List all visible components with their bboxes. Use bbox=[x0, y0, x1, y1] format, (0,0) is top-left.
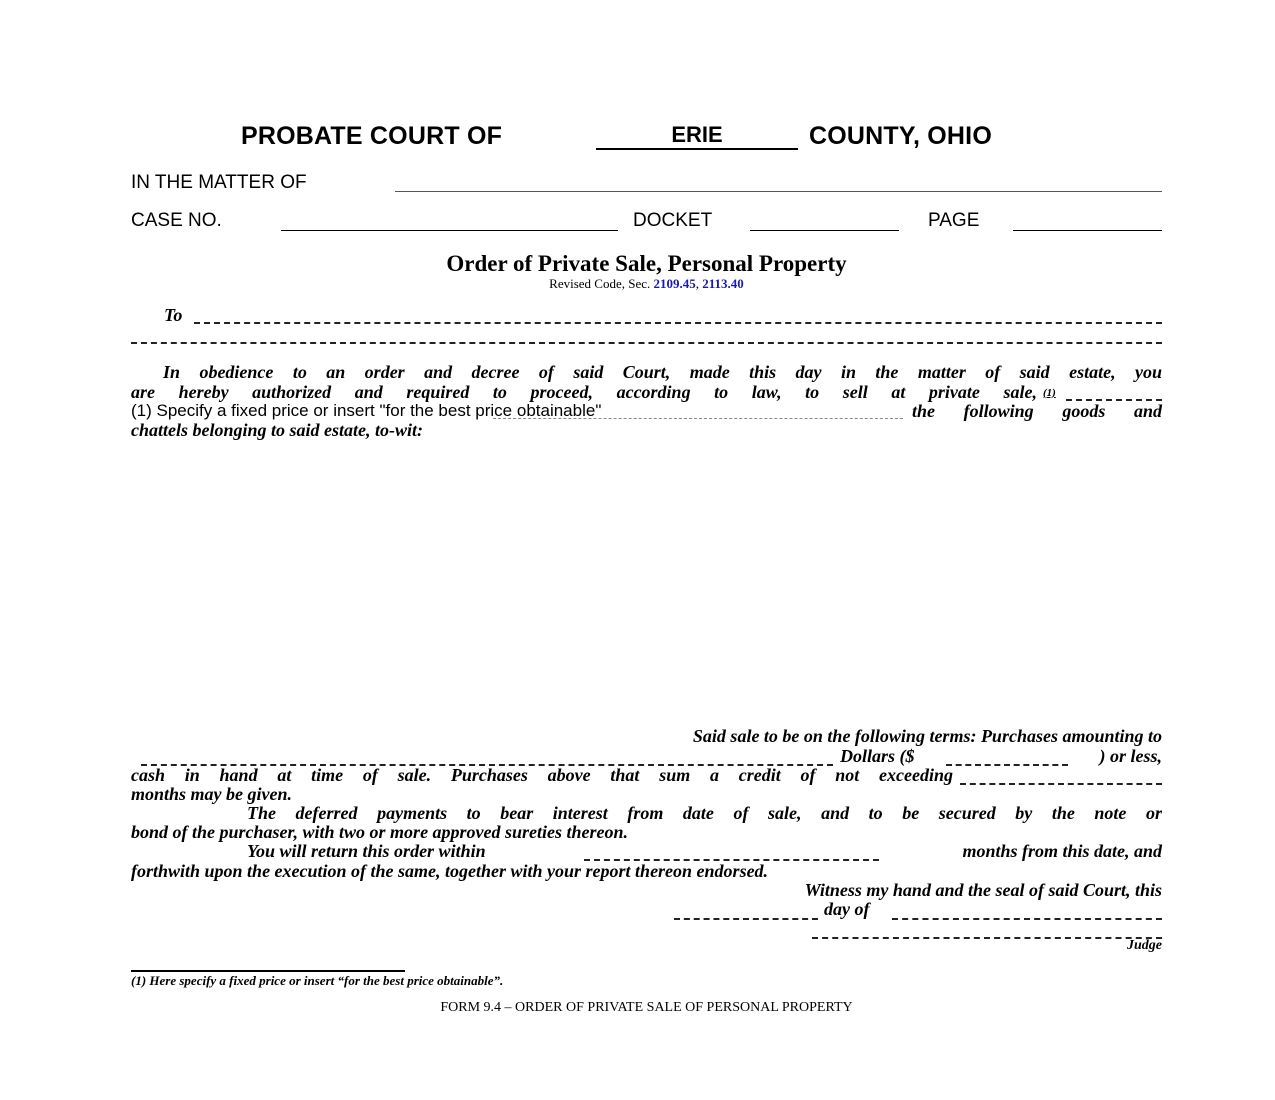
body-para1-line1: In obedience to an order and decree of said Court, made this day in the matter of said estate, you bbox=[163, 362, 1162, 382]
section-link-2113-40[interactable]: 2113.40 bbox=[702, 276, 744, 291]
terms-line4: months may be given. bbox=[131, 784, 292, 804]
section-link-2109-45[interactable]: 2109.45 bbox=[653, 276, 696, 291]
return-prefix: You will return this order within bbox=[247, 841, 486, 861]
matter-underline bbox=[395, 191, 1162, 192]
deferred-line1: The deferred payments to bear interest from date of sale, and to be secured by the note or bbox=[247, 803, 1162, 823]
price-field-hint[interactable]: (1) Specify a fixed price or insert "for the best price obtainable" bbox=[131, 401, 602, 420]
docket-label: DOCKET bbox=[633, 210, 713, 231]
body-para1-line2: are hereby authorized and required to proceed, according to law, to sell at private sale, bbox=[131, 382, 1037, 402]
return-line2: forthwith upon the execution of the same, together with your report thereon endorsed. bbox=[131, 861, 769, 881]
footnote-text: (1) Here specify a fixed price or insert “for the best price obtainable”. bbox=[131, 973, 504, 988]
case-field[interactable] bbox=[281, 208, 618, 230]
footnote-ref-1: (1) bbox=[1043, 387, 1056, 399]
deferred-line2: bond of the purchaser, with two or more approved sureties thereon. bbox=[131, 822, 629, 842]
credit-months-field[interactable] bbox=[960, 783, 1162, 785]
day-field[interactable] bbox=[674, 918, 818, 920]
body-para1-line3-tail: the following goods and bbox=[912, 401, 1162, 421]
revised-code-prefix: Revised Code, Sec. bbox=[549, 276, 651, 291]
terms-line3: cash in hand at time of sale. Purchases above that sum a credit of not exceeding bbox=[131, 765, 953, 785]
docket-field[interactable] bbox=[750, 208, 899, 230]
page-field[interactable] bbox=[1013, 208, 1162, 230]
to-field-dashes bbox=[194, 322, 1162, 324]
case-label: CASE NO. bbox=[131, 210, 222, 231]
docket-underline bbox=[750, 230, 899, 231]
footnote-rule bbox=[131, 970, 405, 972]
terms-line1: Said sale to be on the following terms: Purchases amounting to bbox=[692, 726, 1162, 746]
form-footer-id: FORM 9.4 – ORDER OF PRIVATE SALE OF PERSONAL PROPERTY bbox=[440, 1000, 853, 1015]
amount-dollars-field[interactable] bbox=[946, 764, 1068, 766]
month-year-field[interactable] bbox=[892, 918, 1162, 920]
dollars-label: Dollars ($ bbox=[840, 746, 915, 766]
judge-signature-line[interactable] bbox=[812, 937, 1162, 939]
page-underline bbox=[1013, 230, 1162, 231]
return-suffix: months from this date, and bbox=[962, 841, 1162, 861]
day-of-label: day of bbox=[824, 899, 870, 919]
page-label: PAGE bbox=[928, 210, 980, 231]
judge-label: Judge bbox=[1127, 938, 1162, 953]
witness-line: Witness my hand and the seal of said Court, this bbox=[804, 880, 1162, 900]
goods-list-area[interactable] bbox=[131, 446, 1162, 722]
dollars-close: ) or less, bbox=[1099, 746, 1162, 766]
to-field-dashes-line2 bbox=[131, 342, 1162, 344]
price-field-hint-dashes bbox=[493, 418, 903, 419]
section-separator: , bbox=[695, 276, 700, 291]
court-suffix: COUNTY, OHIO bbox=[809, 122, 992, 150]
matter-field[interactable] bbox=[395, 170, 1162, 192]
matter-label: IN THE MATTER OF bbox=[131, 172, 307, 193]
revised-code bbox=[0, 276, 1275, 292]
case-underline bbox=[281, 230, 618, 231]
court-prefix: PROBATE COURT OF bbox=[241, 122, 503, 150]
to-label: To bbox=[164, 305, 183, 325]
county-field[interactable]: ERIE bbox=[671, 122, 723, 147]
county-underline bbox=[596, 148, 798, 150]
to-field[interactable] bbox=[194, 303, 1162, 323]
body-para1-line4: chattels belonging to said estate, to-wit: bbox=[131, 420, 423, 440]
form-title: Order of Private Sale, Personal Property bbox=[446, 251, 847, 276]
